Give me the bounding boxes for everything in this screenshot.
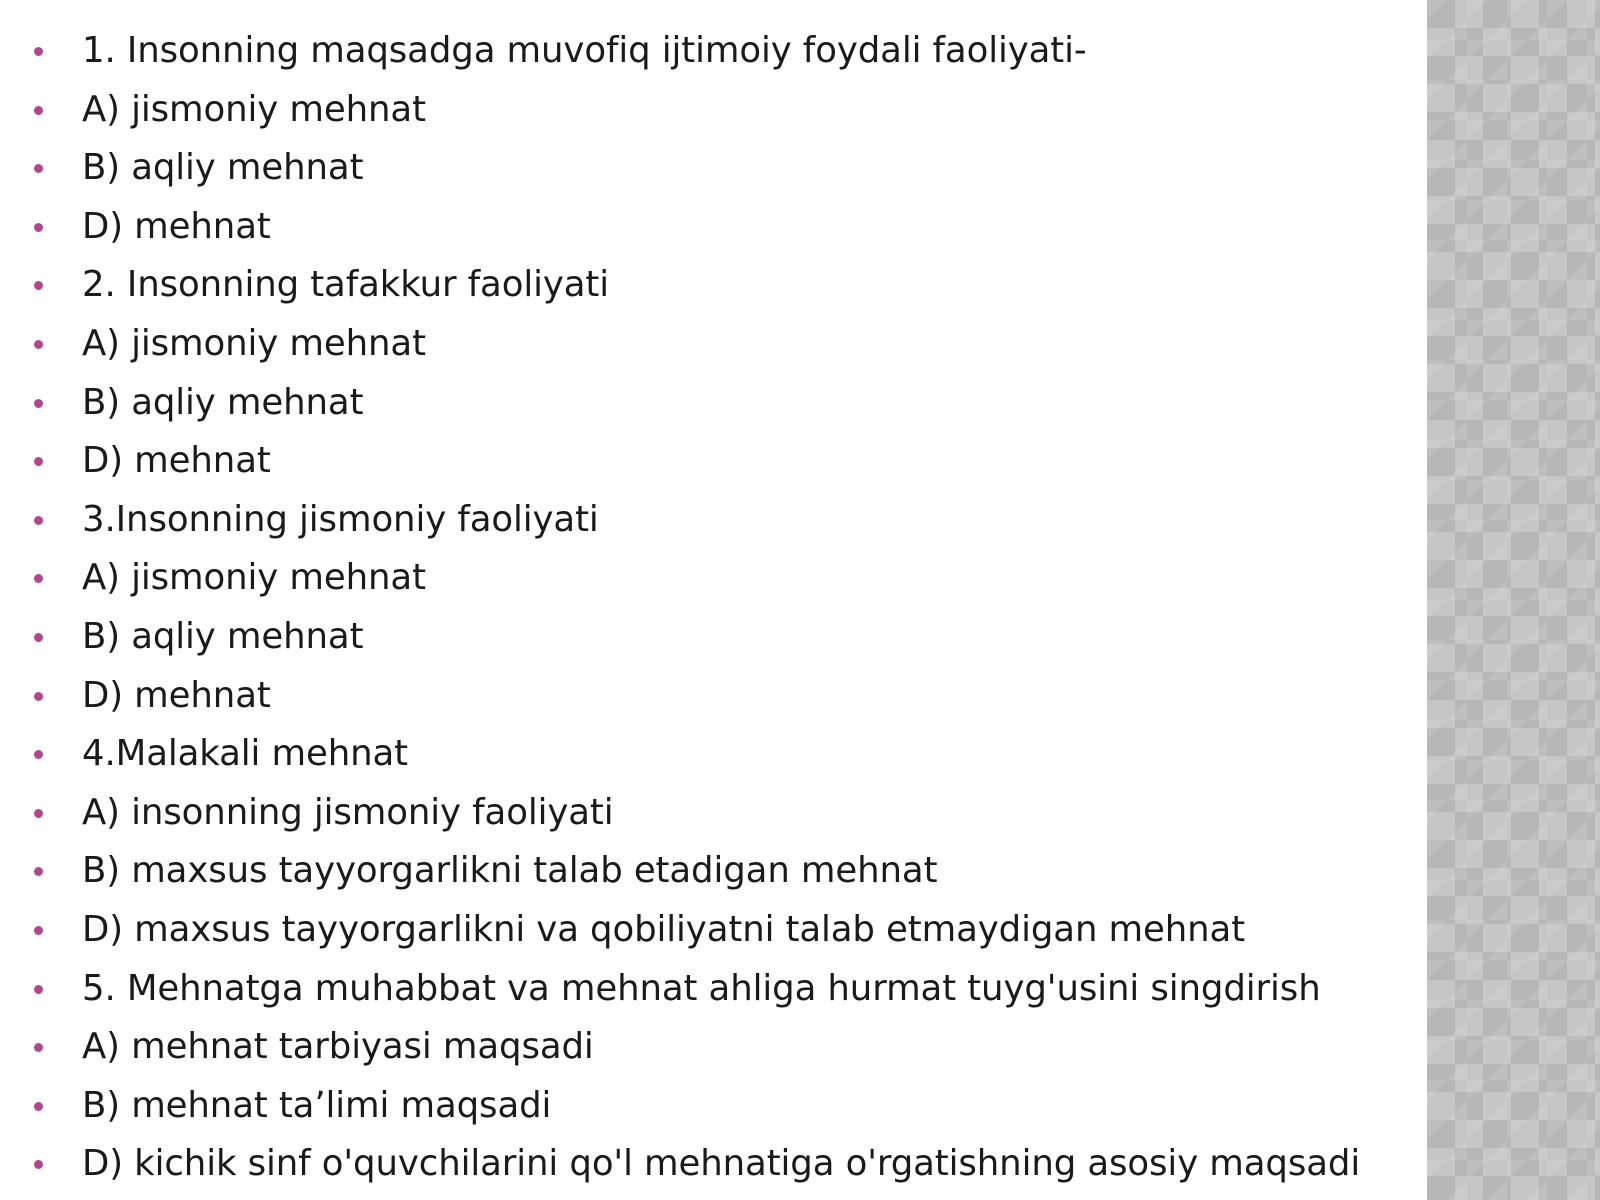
list-item	[0, 1077, 1427, 1136]
list-item-text: B) aqliy mehnat	[82, 615, 364, 657]
list-item-text: 1. Insonning maqsadga muvofiq ijtimoiy foydali faoliyati-	[82, 30, 1087, 71]
list-item	[0, 549, 1427, 608]
list-item-text: A) mehnat tarbiyasi maqsadi	[82, 1026, 594, 1068]
bullet-icon	[34, 1043, 43, 1052]
bullet-list	[0, 22, 1427, 1194]
bullet-icon	[34, 1102, 43, 1111]
list-item-text: D) mehnat	[82, 205, 271, 247]
bullet-icon	[34, 574, 43, 583]
list-item-text: 2. Insonning tafakkur faoliyati	[82, 264, 609, 306]
list-item-text: A) insonning jismoniy faoliyati	[82, 791, 614, 833]
list-item-text: 5. Mehnatga muhabbat va mehnat ahliga hurmat tuyg'usini singdirish	[82, 967, 1321, 1009]
diamond-pattern	[1427, 0, 1600, 1200]
list-item	[0, 1018, 1427, 1077]
bullet-icon	[34, 399, 43, 408]
list-item	[0, 256, 1427, 315]
list-item-text: B) mehnat ta’limi maqsadi	[82, 1084, 552, 1126]
list-item	[0, 139, 1427, 198]
list-item	[0, 198, 1427, 257]
list-item-text: A) jismoniy mehnat	[82, 322, 426, 364]
decorative-side-panel	[1427, 0, 1600, 1200]
list-item	[0, 901, 1427, 960]
list-item	[0, 667, 1427, 726]
list-item	[0, 491, 1427, 550]
list-item-text: 3.Insonning jismoniy faoliyati	[82, 498, 599, 540]
list-item	[0, 725, 1427, 784]
bullet-icon	[34, 106, 43, 115]
list-item	[0, 960, 1427, 1019]
bullet-icon	[34, 340, 43, 349]
bullet-icon	[34, 692, 43, 701]
bullet-icon	[34, 750, 43, 759]
list-item-text: 4.Malakali mehnat	[82, 733, 408, 775]
bullet-icon	[34, 516, 43, 525]
bullet-icon	[34, 633, 43, 642]
bullet-icon	[34, 164, 43, 173]
list-item	[0, 842, 1427, 901]
bullet-icon	[34, 223, 43, 232]
bullet-icon	[34, 926, 43, 935]
bullet-icon	[34, 457, 43, 466]
list-item	[0, 784, 1427, 843]
list-item	[0, 1135, 1427, 1194]
list-item	[0, 81, 1427, 140]
list-item	[0, 22, 1427, 81]
list-item-text: A) jismoniy mehnat	[82, 557, 426, 599]
bullet-icon	[34, 809, 43, 818]
bullet-icon	[34, 867, 43, 876]
list-item	[0, 315, 1427, 374]
list-item-text: A) jismoniy mehnat	[82, 88, 426, 130]
list-item	[0, 432, 1427, 491]
list-item	[0, 608, 1427, 667]
bullet-icon	[34, 281, 43, 290]
list-item-text: D) mehnat	[82, 674, 271, 716]
list-item-text: B) aqliy mehnat	[82, 147, 364, 189]
bullet-icon	[34, 985, 43, 994]
list-item-text: D) maxsus tayyorgarlikni va qobiliyatni talab etmaydigan mehnat	[82, 908, 1246, 950]
list-item	[0, 374, 1427, 433]
list-item-text: D) mehnat	[82, 440, 271, 482]
list-item-text: D) kichik sinf o'quvchilarini qo'l mehnatiga o'rgatishning asosiy maqsadi	[82, 1143, 1361, 1185]
list-item-text: B) maxsus tayyorgarlikni talab etadigan mehnat	[82, 850, 938, 892]
list-item-text: B) aqliy mehnat	[82, 381, 364, 423]
bullet-icon	[34, 1160, 43, 1169]
bullet-icon	[34, 47, 43, 56]
